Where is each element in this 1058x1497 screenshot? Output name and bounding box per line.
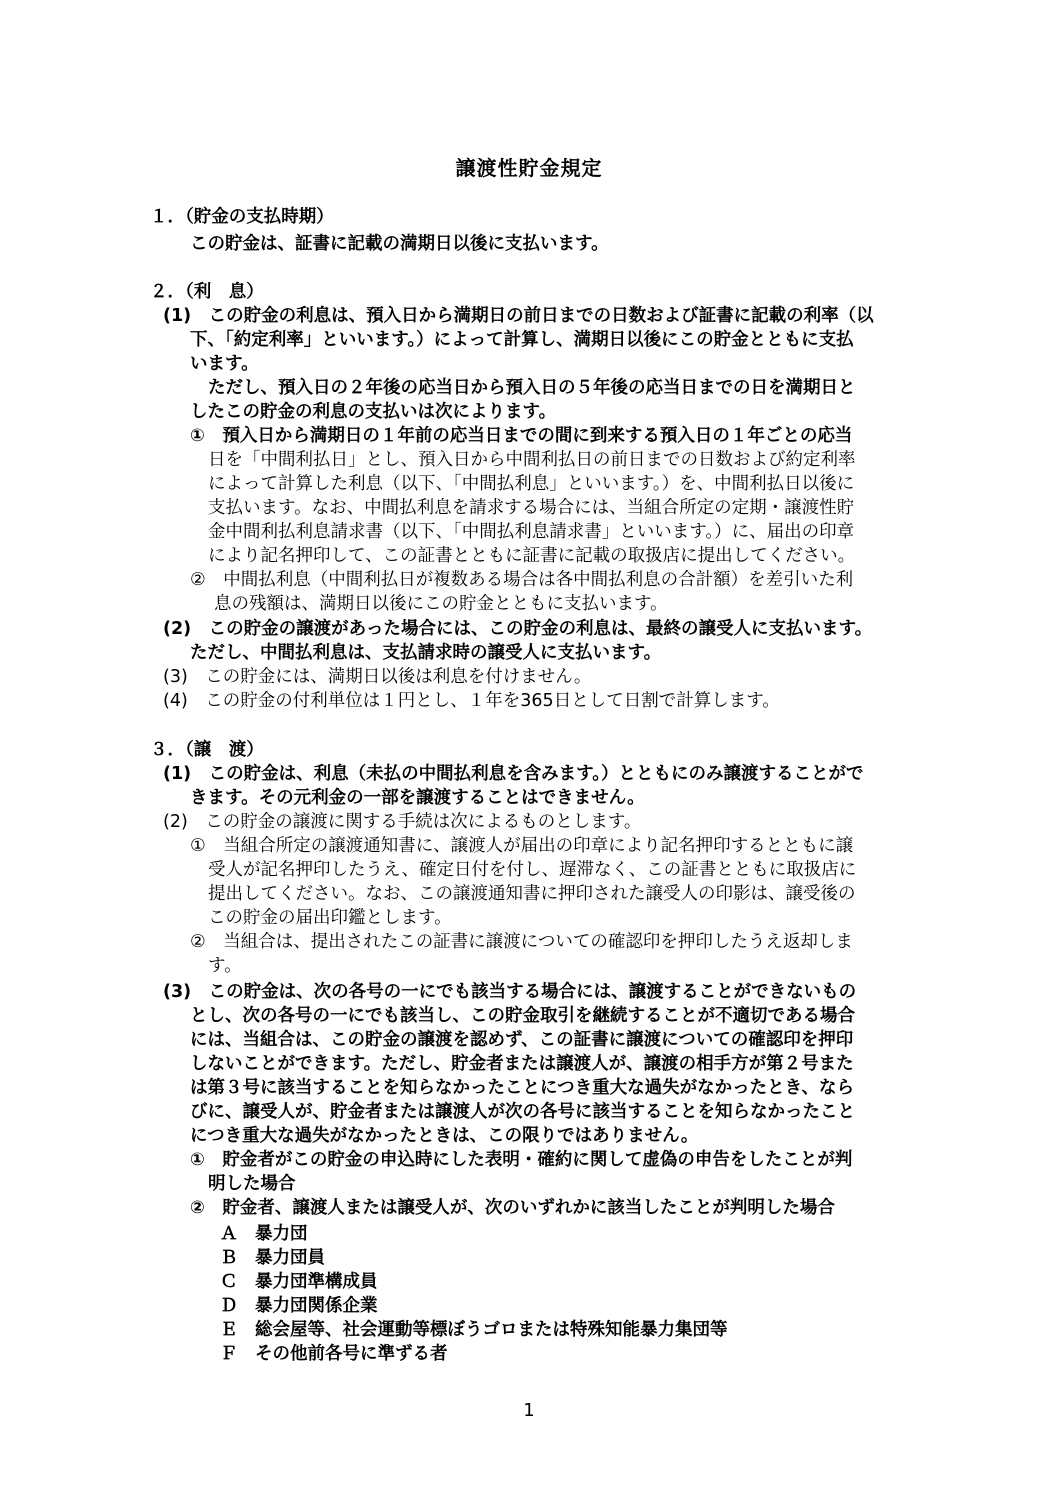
text-line: ３．（譲 渡）	[150, 740, 264, 760]
text-line: ② 当組合は、提出されたこの証書に譲渡についての確認印を押印したうえ返却しま	[190, 932, 853, 952]
text-line: ① 当組合所定の譲渡通知書に、譲渡人が届出の印章により記名押印するとともに譲	[190, 836, 854, 856]
text-line: Ｃ 暴力団準構成員	[220, 1272, 378, 1292]
text-line: (2) この貯金の譲渡があった場合には、この貯金の利息は、最終の譲受人に支払います。	[163, 619, 873, 639]
text-line: によって計算した利息（以下、「中間払利息」といいます。）を、中間利払日以後に	[208, 474, 855, 494]
text-line: この貯金の届出印鑑とします。	[208, 908, 452, 928]
text-line: Ｄ 暴力団関係企業	[220, 1296, 378, 1316]
text-line: したこの貯金の利息の支払いは次によります。	[190, 402, 557, 422]
text-line: Ａ 暴力団	[220, 1224, 308, 1244]
text-line: (1) この貯金の利息は、預入日から満期日の前日までの日数および証書に記載の利率（以	[163, 306, 874, 326]
text-line: Ｂ 暴力団員	[220, 1248, 325, 1268]
text-line: 息の残額は、満期日以後にこの貯金とともに支払います。	[214, 594, 668, 614]
text-line: は第３号に該当することを知らなかったことにつき重大な過失がなかったとき、なら	[190, 1078, 854, 1098]
text-line: につき重大な過失がなかったときは、この限りではありません。	[190, 1126, 699, 1146]
text-line: (1) この貯金は、利息（未払の中間払利息を含みます。）とともにのみ譲渡することがで	[163, 764, 864, 784]
text-line: １．（貯金の支払時期）	[150, 207, 334, 227]
text-line: ただし、中間払利息は、支払請求時の譲受人に支払います。	[190, 643, 662, 663]
text-line: (2) この貯金の譲渡に関する手続は次によるものとします。	[163, 812, 642, 832]
text-line: ２．（利 息）	[150, 282, 264, 302]
text-line: 受人が記名押印したうえ、確定日付を付し、遅滞なく、この証書とともに取扱店に	[208, 860, 857, 880]
text-line: により記名押印して、この証書とともに証書に記載の取扱店に提出してください。	[208, 546, 856, 566]
text-line: ① 預入日から満期日の１年前の応当日までの間に到来する預入日の１年ごとの応当	[190, 426, 853, 446]
text-line: ② 中間払利息（中間利払日が複数ある場合は各中間払利息の合計額）を差引いた利	[190, 570, 854, 590]
text-line: 下、「約定利率」といいます。）によって計算し、満期日以後にこの貯金とともに支払	[190, 330, 854, 350]
text-line: います。	[190, 354, 259, 374]
text-line: びに、譲受人が、貯金者または譲渡人が次の各号に該当することを知らなかったこと	[190, 1102, 855, 1122]
text-line: ① 貯金者がこの貯金の申込時にした表明・確約に関して虚偽の申告をしたことが判	[190, 1150, 853, 1170]
text-line: この貯金は、証書に記載の満期日以後に支払います。	[190, 234, 609, 254]
document-title: 譲渡性貯金規定	[455, 156, 603, 180]
text-line: には、当組合は、この貯金の譲渡を認めず、この証書に譲渡についての確認印を押印	[190, 1030, 854, 1050]
text-line: ただし、預入日の２年後の応当日から預入日の５年後の応当日までの日を満期日と	[208, 378, 856, 398]
text-line: (3) この貯金は、次の各号の一にでも該当する場合には、譲渡することができないもの	[163, 982, 857, 1002]
text-line: 支払います。なお、中間払利息を請求する場合には、当組合所定の定期・譲渡性貯	[208, 498, 855, 518]
text-line: (4) この貯金の付利単位は１円とし、１年を365日として日割で計算します。	[163, 691, 780, 711]
text-line: (3) この貯金には、満期日以後は利息を付けません。	[163, 667, 592, 687]
text-line: しないことができます。ただし、貯金者または譲渡人が、譲渡の相手方が第２号また	[190, 1054, 854, 1074]
text-line: 明した場合	[208, 1174, 296, 1194]
text-line: とし、次の各号の一にでも該当し、この貯金取引を継続することが不適切である場合	[190, 1006, 855, 1026]
text-line: Ｅ 総会屋等、社会運動等標ぼうゴロまたは特殊知能暴力集団等	[220, 1320, 728, 1340]
text-line: ② 貯金者、譲渡人または譲受人が、次のいずれかに該当したことが判明した場合	[190, 1198, 835, 1218]
text-line: 日を「中間利払日」とし、預入日から中間利払日の前日までの日数および約定利率	[208, 450, 856, 470]
page-number: 1	[523, 1400, 535, 1421]
text-line: 提出してください。なお、この譲渡通知書に押印された譲受人の印影は、譲受後の	[208, 884, 856, 904]
text-line: 金中間利払利息請求書（以下、「中間払利息請求書」といいます。）に、届出の印章	[208, 522, 855, 542]
text-line: きます。その元利金の一部を譲渡することはできません。	[190, 788, 645, 808]
text-line: す。	[208, 956, 242, 976]
text-line: Ｆ その他前各号に準ずる者	[220, 1344, 448, 1364]
